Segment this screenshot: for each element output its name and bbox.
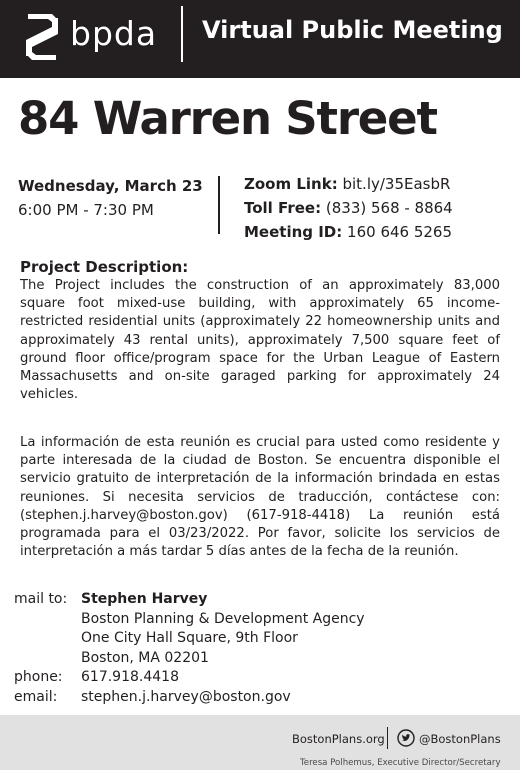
zoom-link-label: Zoom Link:: [244, 175, 338, 193]
contact-row: [14, 649, 365, 669]
phone-label: phone:: [14, 669, 63, 685]
meeting-time: 6:00 PM - 7:30 PM: [18, 201, 154, 219]
header-title: Virtual Public Meeting: [202, 16, 503, 44]
bpda-logo-icon: [22, 10, 62, 64]
contact-address-line2: Boston, MA 02201: [81, 649, 209, 666]
twitter-icon[interactable]: [397, 729, 415, 747]
mail-label: mail to:: [14, 591, 68, 607]
description-body: The Project includes the construction of an approximately 83,000 square foot mixed-use building, with approximately 65 income-restricted residential units (approximately 22 homeownership units and approximately 43 rental units), approximately 7,500 square feet of ground floor office/program space for the Urban League of Eastern Massachusetts and on-site garaged parking for approximately 24 vehicles.: [20, 278, 500, 403]
toll-free-number: (833) 568 - 8864: [325, 199, 453, 217]
toll-free-label: Toll Free:: [244, 199, 322, 217]
meeting-access-block: [244, 172, 453, 244]
meeting-divider: [218, 176, 220, 234]
contact-row: [14, 590, 365, 610]
logo-text: bpda: [70, 14, 158, 53]
contact-address-line1: One City Hall Square, 9th Floor: [81, 630, 298, 646]
contact-name: [81, 590, 207, 610]
contact-row: [14, 629, 365, 649]
contact-org: Boston Planning & Development Agency: [81, 610, 365, 627]
header-divider: [181, 6, 183, 62]
meeting-date: Wednesday, March 23: [18, 177, 203, 195]
contact-phone[interactable]: 617.918.4418: [81, 669, 179, 685]
meeting-date-block: [18, 174, 203, 222]
meeting-id-label: Meeting ID:: [244, 223, 343, 241]
email-label: email:: [14, 688, 58, 705]
contact-name-text: Stephen Harvey: [81, 591, 208, 607]
footer-social-handle[interactable]: @BostonPlans: [419, 732, 501, 746]
header-bar: [0, 0, 520, 78]
spacer: [14, 610, 81, 630]
spacer: [14, 629, 81, 649]
meeting-id-row: [244, 220, 453, 244]
footer-site-link[interactable]: BostonPlans.org: [292, 732, 385, 746]
footer-bar: [0, 715, 520, 770]
contact-row: [14, 610, 365, 630]
contact-email[interactable]: stephen.j.harvey@boston.gov: [81, 688, 291, 705]
footer-divider: [387, 727, 388, 749]
zoom-link[interactable]: bit.ly/35EasbR: [342, 175, 451, 193]
page-title: 84 Warren Street: [18, 92, 437, 145]
meeting-id: 160 646 5265: [347, 223, 453, 241]
toll-free-row: [244, 196, 453, 220]
spanish-notice: La información de esta reunión es crucial para usted como residente y parte interesada de la ciudad de Boston. Se encuentra disponible el servicio gratuito de interpretación de la información brindada en estas reuniones. Si necesita servicios de traducción, contáctese con: (stephen.j.harvey@boston.gov) (617-918-4418) La reunión está programada para el 03/23/2022. Por favor, solicite los servicios de interpretación a más tardar 5 días antes de la fecha de la reunión.: [20, 435, 500, 560]
description-heading: Project Description:: [20, 258, 189, 276]
zoom-link-row: [244, 172, 453, 196]
contact-row: [14, 668, 365, 688]
spacer: [14, 649, 81, 669]
contact-row: [14, 688, 365, 708]
contact-block: [14, 590, 365, 707]
footer-credit: Teresa Polhemus, Executive Director/Secretary: [300, 758, 501, 768]
